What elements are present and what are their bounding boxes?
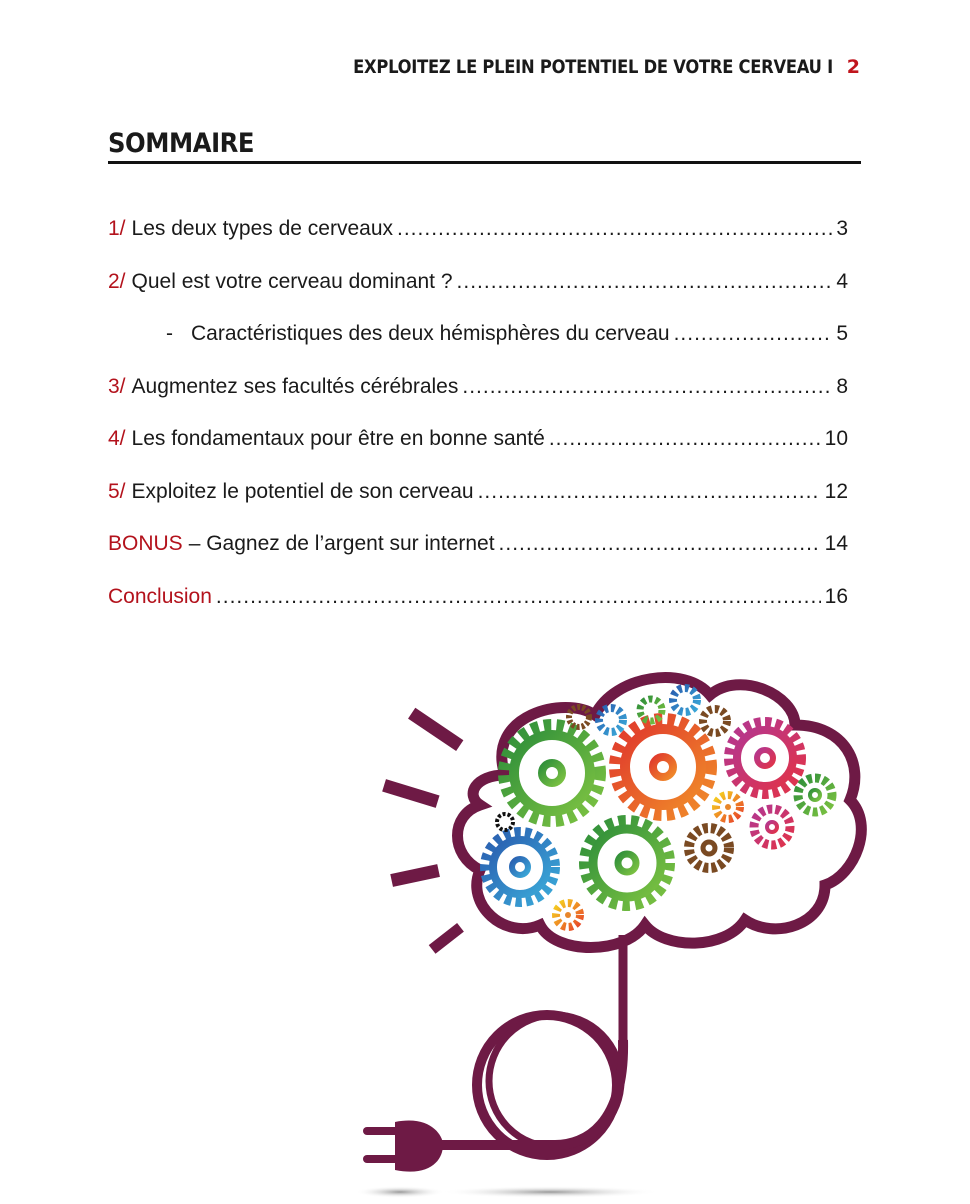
toc-entry-page: 16 <box>824 584 848 608</box>
dot-leader <box>549 427 821 451</box>
toc-entry-label: Quel est votre cerveau dominant ? <box>131 269 453 293</box>
dot-leader <box>216 585 821 609</box>
toc-entry-page: 3 <box>836 217 848 240</box>
dot-leader <box>478 480 821 504</box>
page-number: 2 <box>846 56 860 78</box>
toc-entry-page: 10 <box>824 427 848 450</box>
toc-subentry[interactable] <box>108 322 848 375</box>
toc-entry[interactable] <box>108 217 848 270</box>
table-of-contents <box>108 217 848 637</box>
toc-entry-label: Augmentez ses facultés cérébrales <box>131 374 459 398</box>
toc-entry-number: 4/ <box>108 427 126 450</box>
toc-entry-label: Les fondamentaux pour être en bonne santé <box>131 427 545 450</box>
toc-heading <box>108 128 861 164</box>
dot-leader <box>457 270 833 294</box>
toc-entry-page: 5 <box>836 322 848 345</box>
document-title: EXPLOITEZ LE PLEIN POTENTIEL DE VOTRE CERVEAU I <box>352 56 833 78</box>
toc-entry-label: Conclusion <box>108 584 212 608</box>
toc-entry[interactable] <box>108 427 848 480</box>
dot-leader <box>499 532 821 556</box>
toc-entry-number: 2/ <box>108 269 126 293</box>
toc-entry[interactable] <box>108 270 848 323</box>
toc-entry-label: Caractéristiques des deux hémisphères du cerveau <box>191 322 670 345</box>
toc-entry-page: 12 <box>824 479 848 503</box>
toc-entry-number: 5/ <box>108 479 126 503</box>
toc-heading-text: SOMMAIRE <box>108 128 255 159</box>
toc-entry-number: 1/ <box>108 217 126 240</box>
dot-leader <box>674 322 833 346</box>
toc-entry-page: 14 <box>824 532 848 555</box>
dot-leader <box>462 375 832 399</box>
toc-entry-bonus[interactable] <box>108 532 848 585</box>
running-header <box>275 56 860 78</box>
toc-entry[interactable] <box>108 480 848 533</box>
toc-entry[interactable] <box>108 375 848 428</box>
brain-gears-plug-icon <box>355 655 875 1199</box>
toc-entry-label: – Gagnez de l’argent sur internet <box>188 532 495 555</box>
toc-entry-number: BONUS <box>108 532 183 555</box>
toc-entry-label: Les deux types de cerveaux <box>131 217 394 240</box>
toc-entry-conclusion[interactable] <box>108 585 848 638</box>
toc-entry-page: 4 <box>836 269 848 293</box>
dot-leader <box>397 217 832 241</box>
toc-entry-page: 8 <box>836 374 848 398</box>
toc-entry-number: 3/ <box>108 374 126 398</box>
toc-entry-label: Exploitez le potentiel de son cerveau <box>131 479 474 503</box>
toc-entry-bullet: - <box>166 322 173 345</box>
